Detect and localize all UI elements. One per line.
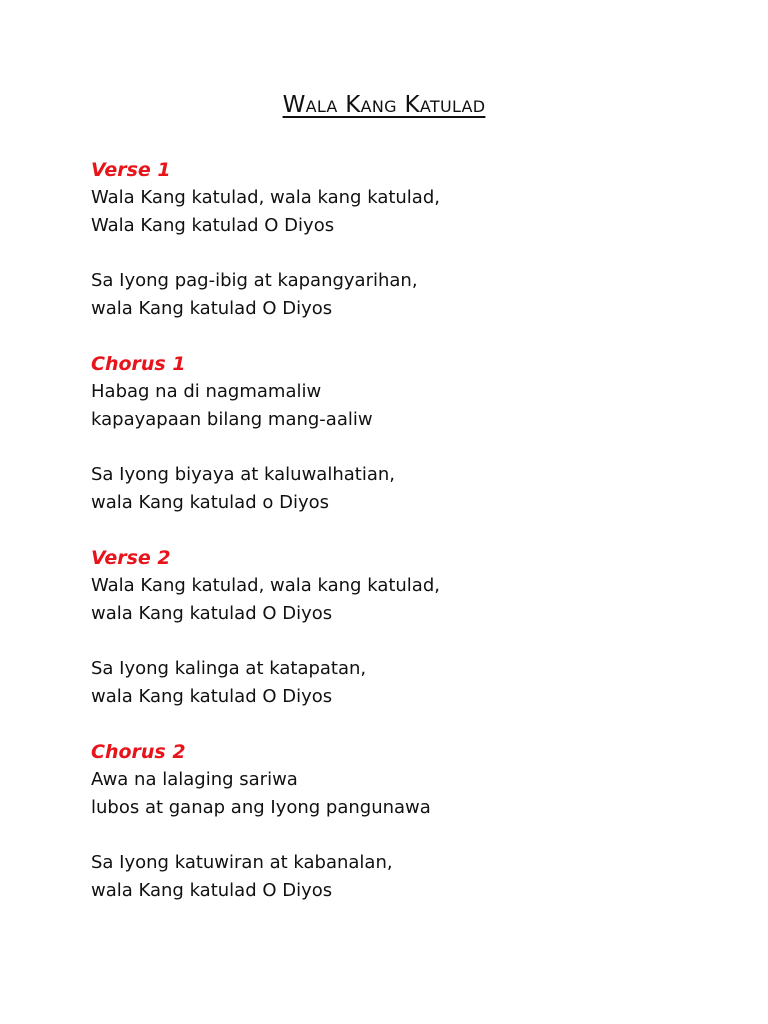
lyric-line: Sa Iyong pag-ibig at kapangyarihan, bbox=[91, 270, 418, 291]
stanza bbox=[91, 184, 711, 240]
stanza bbox=[91, 849, 711, 905]
section-verse-1 bbox=[91, 156, 711, 323]
lyric-line: lubos at ganap ang Iyong pangunawa bbox=[91, 797, 431, 818]
section-heading: Chorus 2 bbox=[91, 741, 186, 763]
section-heading: Verse 2 bbox=[91, 547, 171, 569]
lyric-line: Sa Iyong kalinga at katapatan, bbox=[91, 658, 367, 679]
lyric-line: wala Kang katulad O Diyos bbox=[91, 880, 333, 901]
stanza bbox=[91, 655, 711, 711]
lyric-line: Sa Iyong katuwiran at kabanalan, bbox=[91, 852, 393, 873]
section-heading: Chorus 1 bbox=[91, 353, 186, 375]
lyric-line: wala Kang katulad O Diyos bbox=[91, 603, 333, 624]
lyric-line: Wala Kang katulad, wala kang katulad, bbox=[91, 575, 440, 596]
section-chorus-1 bbox=[91, 350, 711, 517]
stanza bbox=[91, 378, 711, 434]
lyric-line: wala Kang katulad O Diyos bbox=[91, 686, 333, 707]
stanza bbox=[91, 461, 711, 517]
section-chorus-2 bbox=[91, 738, 711, 905]
lyric-line: Habag na di nagmamaliw bbox=[91, 381, 322, 402]
lyric-line: wala Kang katulad O Diyos bbox=[91, 298, 333, 319]
stanza bbox=[91, 766, 711, 822]
section-verse-2 bbox=[91, 544, 711, 711]
stanza bbox=[91, 267, 711, 323]
lyric-line: wala Kang katulad o Diyos bbox=[91, 492, 329, 513]
lyric-line: kapayapaan bilang mang-aaliw bbox=[91, 409, 373, 430]
lyric-line: Wala Kang katulad O Diyos bbox=[91, 215, 335, 236]
lyrics-body bbox=[91, 156, 711, 932]
section-heading: Verse 1 bbox=[91, 159, 171, 181]
lyric-line: Sa Iyong biyaya at kaluwalhatian, bbox=[91, 464, 395, 485]
stanza bbox=[91, 572, 711, 628]
lyric-line: Awa na lalaging sariwa bbox=[91, 769, 298, 790]
lyric-line: Wala Kang katulad, wala kang katulad, bbox=[91, 187, 440, 208]
song-title: Wala Kang Katulad bbox=[282, 92, 486, 118]
